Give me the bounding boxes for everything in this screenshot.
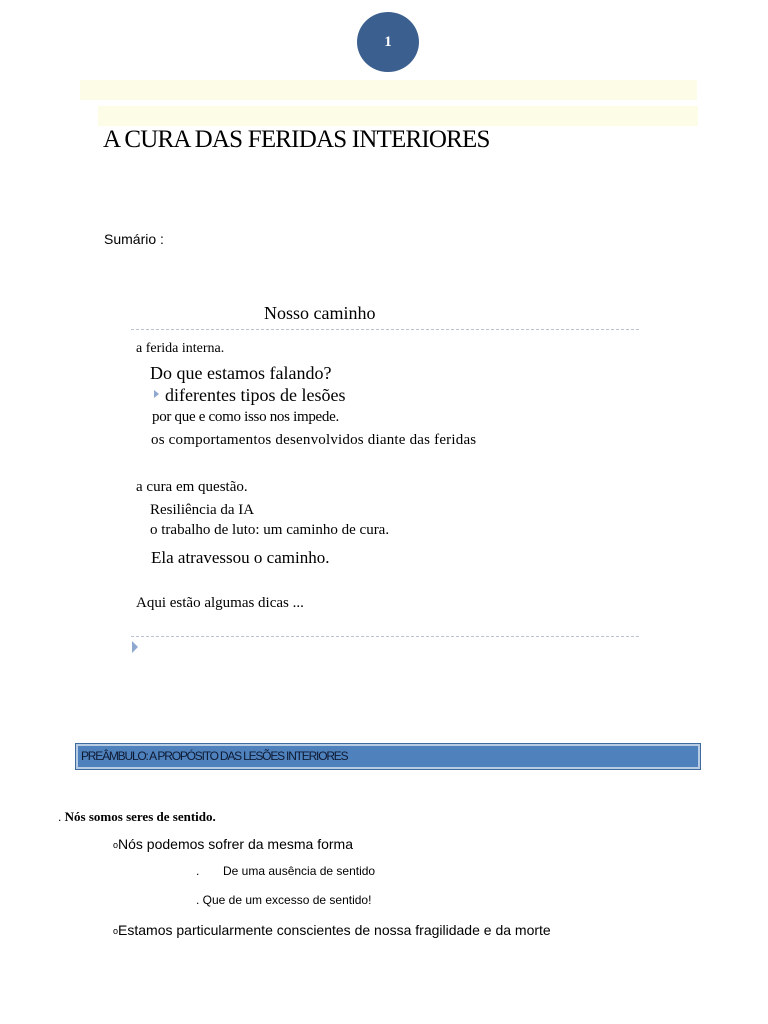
point-1	[113, 836, 353, 852]
page-number-badge: 1	[357, 12, 419, 72]
expand-arrow-icon[interactable]	[132, 641, 138, 653]
header-band-top	[80, 80, 697, 100]
preamble-heading-bar	[75, 743, 701, 770]
circle-bullet-icon: o	[113, 840, 119, 850]
sub-point-2: . Que de um excesso de sentido!	[196, 893, 372, 907]
summary-label: Sumário :	[104, 231, 164, 247]
lead-text: Nós somos seres de sentido.	[64, 809, 216, 824]
point-1-text: Nós podemos sofrer da mesma forma	[118, 836, 353, 852]
circle-bullet-icon: o	[113, 926, 119, 936]
sub-point-1-text: De uma ausência de sentido	[223, 864, 376, 878]
toc-heading: Nosso caminho	[264, 303, 376, 323]
lead-line	[58, 808, 216, 826]
sub-dot: .	[196, 864, 200, 878]
toc-item[interactable]: Do que estamos falando?	[150, 363, 332, 383]
toc-tips[interactable]: Aqui estão algumas dicas ...	[136, 595, 304, 611]
toc-bottom-divider	[131, 636, 639, 637]
expand-arrow-icon[interactable]	[154, 390, 159, 398]
toc-item[interactable]: Resiliência da IA	[150, 502, 255, 518]
document-title: A CURA DAS FERIDAS INTERIORES	[103, 126, 490, 153]
point-2-text: Estamos particularmente conscientes de nossa fragilidade e da morte	[118, 922, 551, 938]
lead-dot: .	[58, 810, 65, 824]
toc-item[interactable]: os comportamentos desenvolvidos diante das feridas	[151, 432, 477, 448]
toc-item[interactable]: Ela atravessou o caminho.	[151, 548, 330, 567]
toc-item[interactable]: o trabalho de luto: um caminho de cura.	[150, 522, 390, 538]
sub-point-1	[196, 864, 375, 878]
point-2	[113, 922, 551, 938]
toc-top-divider	[131, 329, 639, 330]
toc-item[interactable]: diferentes tipos de lesões	[165, 385, 346, 405]
preamble-heading: PREÂMBULO: A PROPÓSITO DAS LESÕES INTERIORES	[81, 749, 348, 763]
toc-section-wound: a ferida interna.	[136, 341, 225, 356]
header-band-bottom	[98, 106, 698, 126]
toc-item[interactable]: por que e como isso nos impede.	[152, 409, 339, 425]
toc-section-healing: a cura em questão.	[136, 479, 248, 495]
